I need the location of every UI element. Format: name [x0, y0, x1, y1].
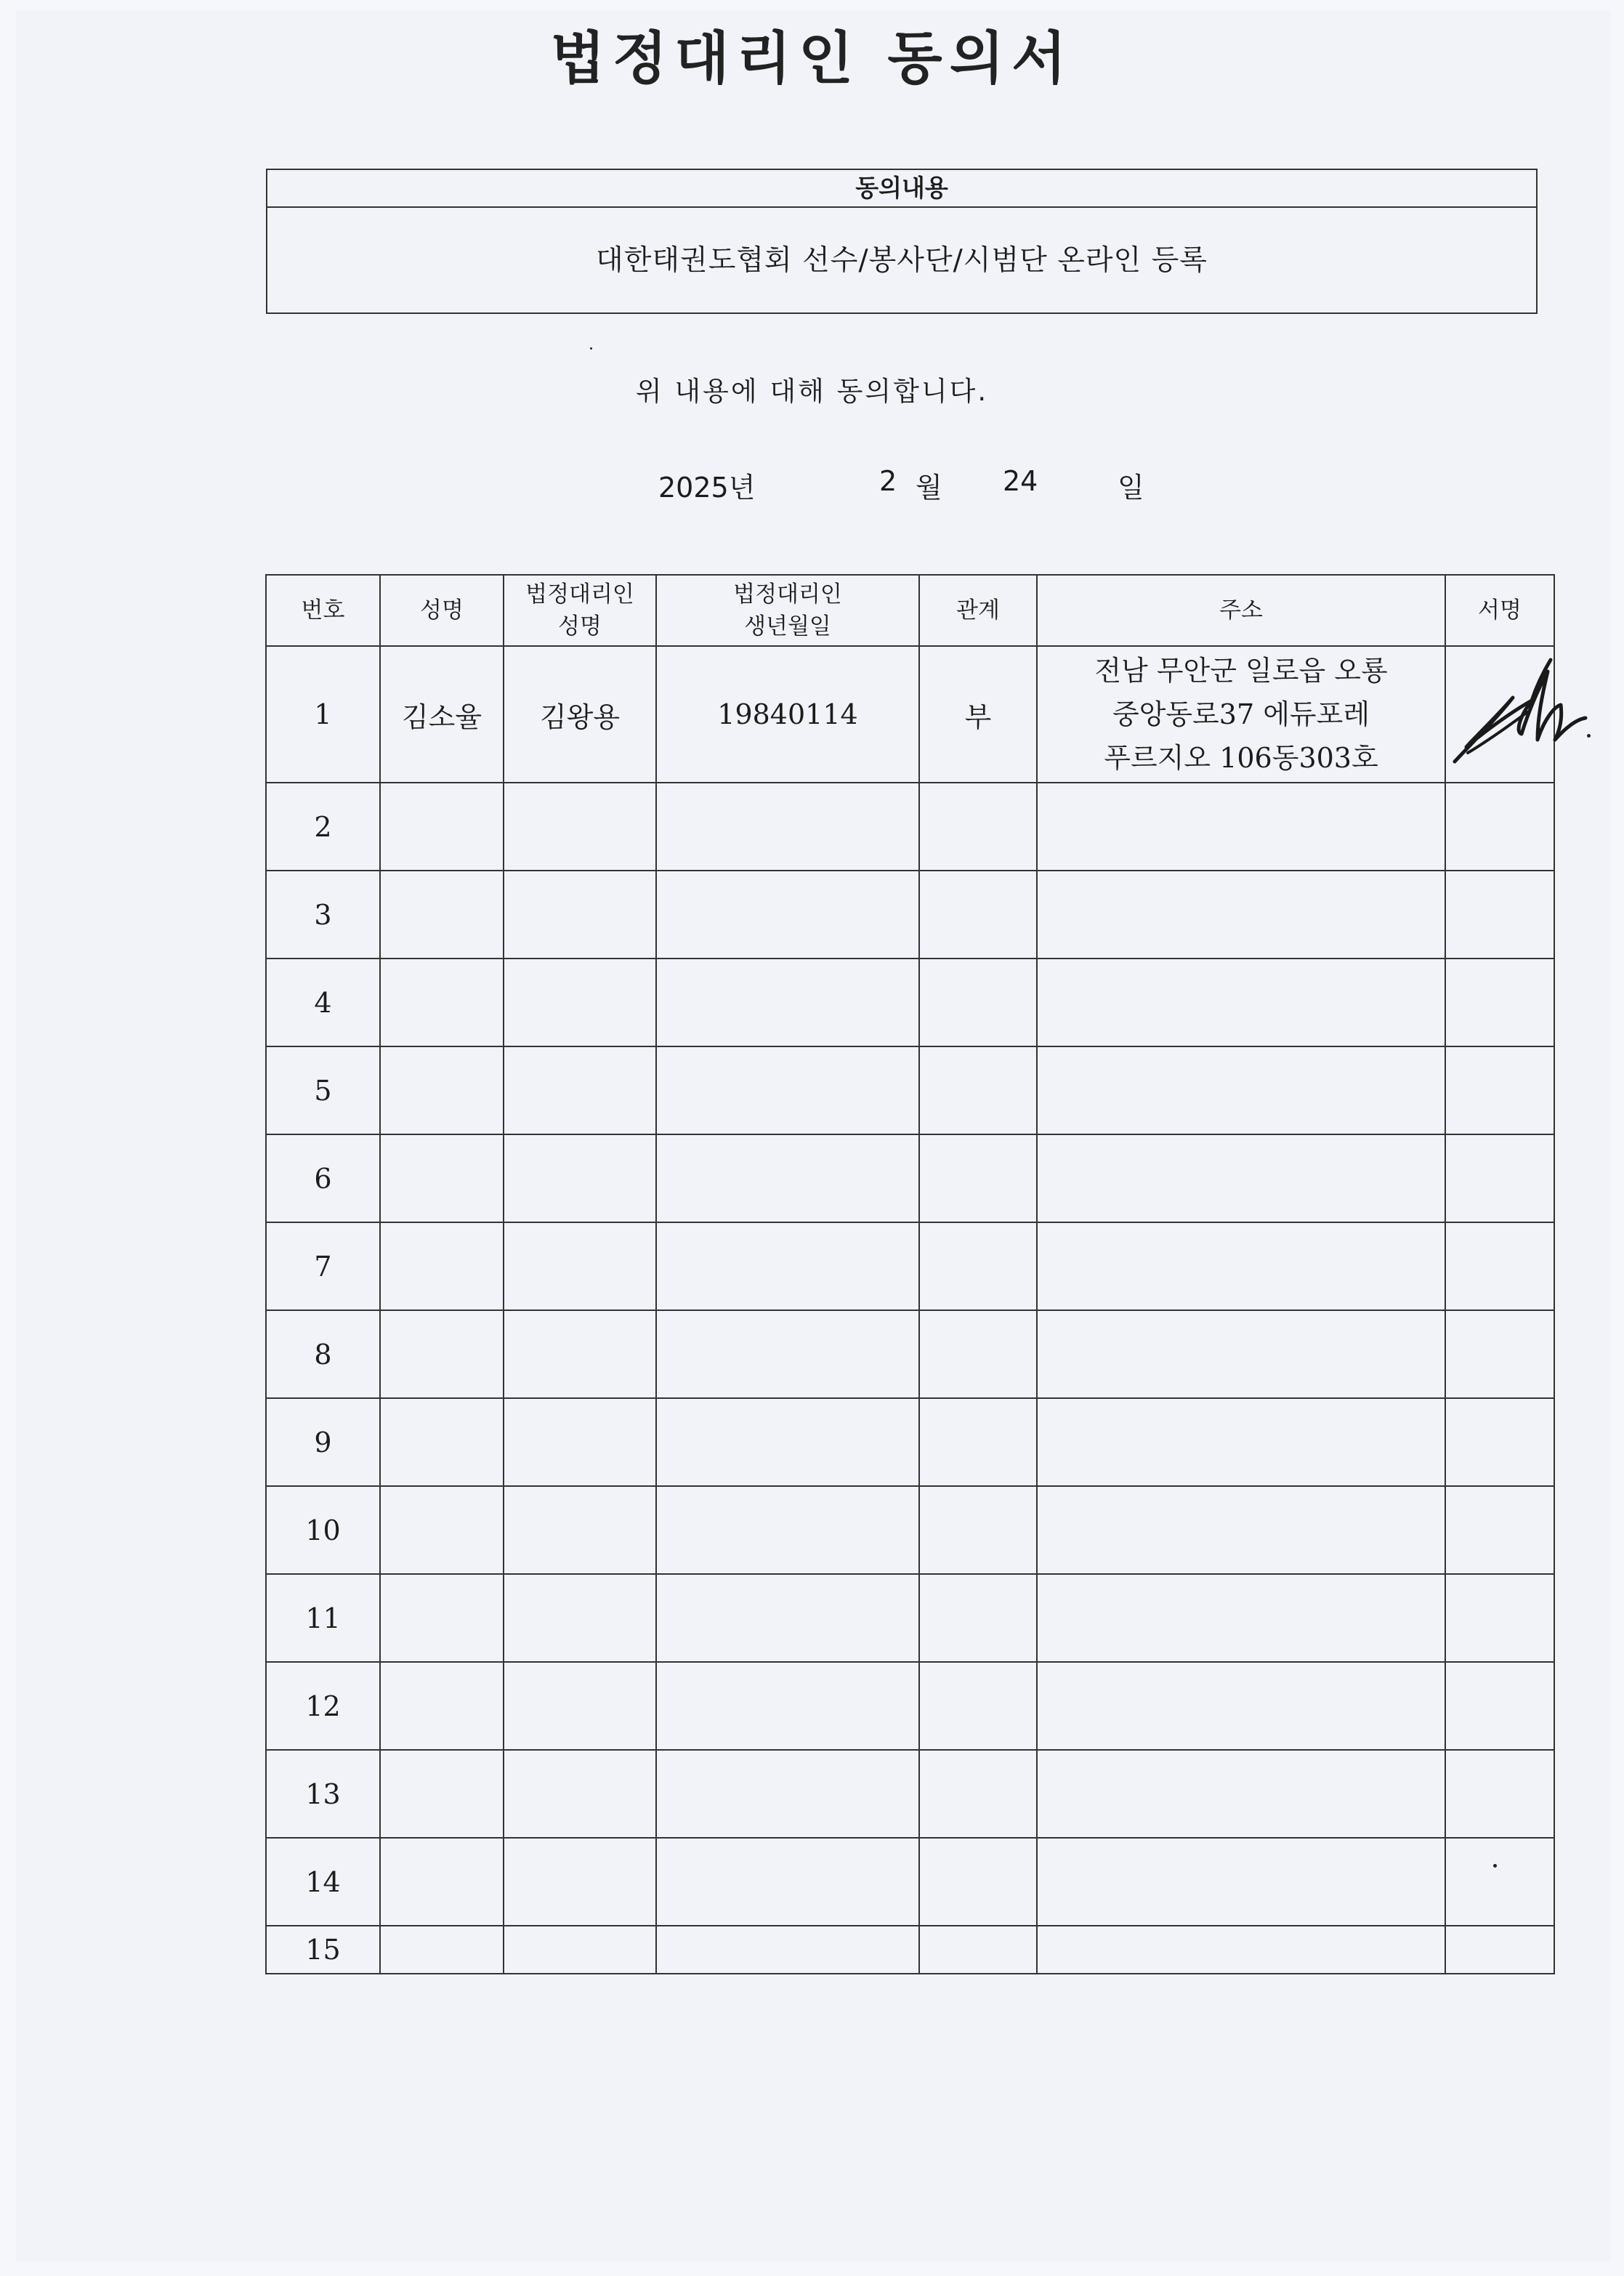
header-guardian-birthdate [656, 575, 919, 646]
empty-cell [919, 1134, 1037, 1222]
empty-cell [656, 1134, 919, 1222]
empty-cell [919, 1574, 1037, 1662]
empty-cell [919, 1310, 1037, 1398]
empty-cell [380, 1662, 504, 1750]
agreement-statement: 위 내용에 대해 동의합니다. [635, 376, 989, 407]
address-line-2: 중앙동로37 에듀포레 [1112, 698, 1370, 730]
empty-cell [656, 1838, 919, 1926]
empty-rows [266, 783, 1554, 1974]
header-number: 번호 [266, 575, 380, 646]
table-row [266, 1222, 1554, 1310]
empty-cell [1037, 959, 1445, 1046]
handwritten-signature [1446, 631, 1606, 783]
table-row [266, 1310, 1554, 1398]
cell-number: 10 [266, 1486, 380, 1574]
header-guardian-name [504, 575, 656, 646]
header-signature: 서명 [1445, 575, 1554, 646]
date-month: 2 [879, 465, 897, 497]
cell-number: 1 [266, 646, 380, 783]
empty-cell [1037, 871, 1445, 959]
empty-cell [656, 1398, 919, 1486]
table-header-row [266, 575, 1554, 646]
header-relation: 관계 [919, 575, 1037, 646]
empty-cell [656, 1310, 919, 1398]
empty-cell [1445, 871, 1554, 959]
table-row [266, 1926, 1554, 1974]
header-address: 주소 [1037, 575, 1445, 646]
empty-cell [380, 1926, 504, 1974]
empty-cell [1037, 1574, 1445, 1662]
table-row [266, 1838, 1554, 1926]
empty-cell [1037, 1134, 1445, 1222]
date-month-unit: 월 [916, 472, 942, 504]
empty-cell [1445, 1838, 1554, 1926]
empty-cell [1037, 1486, 1445, 1574]
document-title: 법정대리인 동의서 [550, 25, 1074, 92]
table-row [266, 871, 1554, 959]
empty-cell [1037, 1398, 1445, 1486]
table-row [266, 1574, 1554, 1662]
cell-number: 2 [266, 783, 380, 871]
cell-number: 13 [266, 1750, 380, 1838]
guardian-consent-table [265, 574, 1555, 1974]
table-row [266, 783, 1554, 871]
cell-number: 7 [266, 1222, 380, 1310]
cell-number: 9 [266, 1398, 380, 1486]
empty-cell [919, 1046, 1037, 1134]
empty-cell [380, 1398, 504, 1486]
table-row [266, 1046, 1554, 1134]
empty-cell [919, 1486, 1037, 1574]
cell-number: 14 [266, 1838, 380, 1926]
cell-number: 4 [266, 959, 380, 1046]
ink-dot [1587, 734, 1591, 738]
empty-cell [380, 1574, 504, 1662]
empty-cell [656, 1662, 919, 1750]
header-name: 성명 [380, 575, 504, 646]
empty-cell [656, 1926, 919, 1974]
cell-number: 15 [266, 1926, 380, 1974]
empty-cell [504, 1046, 656, 1134]
empty-cell [380, 1134, 504, 1222]
empty-cell [1445, 959, 1554, 1046]
header-guardian-name-line1: 법정대리인 [525, 581, 634, 608]
empty-cell [656, 959, 919, 1046]
empty-cell [1445, 1662, 1554, 1750]
empty-cell [1037, 1222, 1445, 1310]
address-line-3: 푸르지오 106동303호 [1104, 742, 1378, 774]
cell-relation: 부 [919, 646, 1037, 783]
empty-cell [380, 1046, 504, 1134]
empty-cell [656, 871, 919, 959]
cell-number: 8 [266, 1310, 380, 1398]
consent-content: 대한태권도협회 선수/봉사단/시범단 온라인 등록 [596, 244, 1208, 277]
date-year: 2025년 [658, 472, 756, 504]
empty-cell [1037, 783, 1445, 871]
cell-number: 5 [266, 1046, 380, 1134]
empty-cell [1037, 1662, 1445, 1750]
empty-cell [919, 871, 1037, 959]
consent-content-box [266, 169, 1538, 314]
cell-number: 11 [266, 1574, 380, 1662]
consent-heading: 동의내용 [267, 170, 1536, 208]
empty-cell [1037, 1046, 1445, 1134]
empty-cell [656, 1750, 919, 1838]
cell-guardian-birthdate: 19840114 [656, 646, 919, 783]
empty-cell [919, 1398, 1037, 1486]
empty-cell [919, 783, 1037, 871]
cell-guardian-name: 김왕용 [504, 646, 656, 783]
empty-cell [1445, 1750, 1554, 1838]
ink-dot [590, 347, 592, 350]
empty-cell [1445, 1222, 1554, 1310]
empty-cell [1037, 1750, 1445, 1838]
empty-cell [380, 1750, 504, 1838]
empty-cell [504, 1222, 656, 1310]
empty-cell [504, 1486, 656, 1574]
cell-address [1037, 646, 1445, 783]
table-row [266, 1750, 1554, 1838]
empty-cell [504, 1662, 656, 1750]
header-guardian-birth-line2: 생년월일 [744, 613, 831, 639]
empty-cell [380, 1222, 504, 1310]
empty-cell [1445, 1310, 1554, 1398]
empty-cell [1037, 1926, 1445, 1974]
empty-cell [1445, 1398, 1554, 1486]
empty-cell [1445, 783, 1554, 871]
table-row [266, 959, 1554, 1046]
empty-cell [504, 959, 656, 1046]
empty-cell [380, 783, 504, 871]
empty-cell [919, 1662, 1037, 1750]
empty-cell [504, 1574, 656, 1662]
table-row [266, 646, 1554, 783]
address-line-1: 전남 무안군 일로읍 오룡 [1094, 655, 1388, 687]
empty-cell [656, 1574, 919, 1662]
empty-cell [504, 1926, 656, 1974]
empty-cell [1445, 1134, 1554, 1222]
empty-cell [1037, 1310, 1445, 1398]
empty-cell [1445, 1926, 1554, 1974]
header-guardian-name-line2: 성명 [558, 613, 602, 639]
empty-cell [504, 1838, 656, 1926]
cell-name: 김소율 [380, 646, 504, 783]
header-guardian-birth-line1: 법정대리인 [733, 581, 842, 608]
date-day: 24 [1003, 465, 1038, 497]
empty-cell [656, 1486, 919, 1574]
cell-number: 6 [266, 1134, 380, 1222]
empty-cell [1445, 1574, 1554, 1662]
empty-cell [380, 959, 504, 1046]
empty-cell [380, 871, 504, 959]
empty-cell [504, 1310, 656, 1398]
empty-cell [504, 1398, 656, 1486]
ink-dot [1493, 1864, 1497, 1868]
table-row [266, 1134, 1554, 1222]
table-row [266, 1486, 1554, 1574]
empty-cell [380, 1486, 504, 1574]
empty-cell [656, 783, 919, 871]
empty-cell [919, 1222, 1037, 1310]
empty-cell [919, 1750, 1037, 1838]
empty-cell [504, 871, 656, 959]
table-row [266, 1398, 1554, 1486]
table-row [266, 1662, 1554, 1750]
date-day-unit: 일 [1118, 472, 1144, 504]
empty-cell [1445, 1046, 1554, 1134]
empty-cell [656, 1046, 919, 1134]
empty-cell [380, 1838, 504, 1926]
empty-cell [919, 1926, 1037, 1974]
empty-cell [504, 1750, 656, 1838]
empty-cell [504, 1134, 656, 1222]
empty-cell [656, 1222, 919, 1310]
empty-cell [919, 1838, 1037, 1926]
cell-number: 3 [266, 871, 380, 959]
cell-number: 12 [266, 1662, 380, 1750]
empty-cell [1445, 1486, 1554, 1574]
empty-cell [380, 1310, 504, 1398]
empty-cell [1037, 1838, 1445, 1926]
empty-cell [919, 959, 1037, 1046]
empty-cell [504, 783, 656, 871]
